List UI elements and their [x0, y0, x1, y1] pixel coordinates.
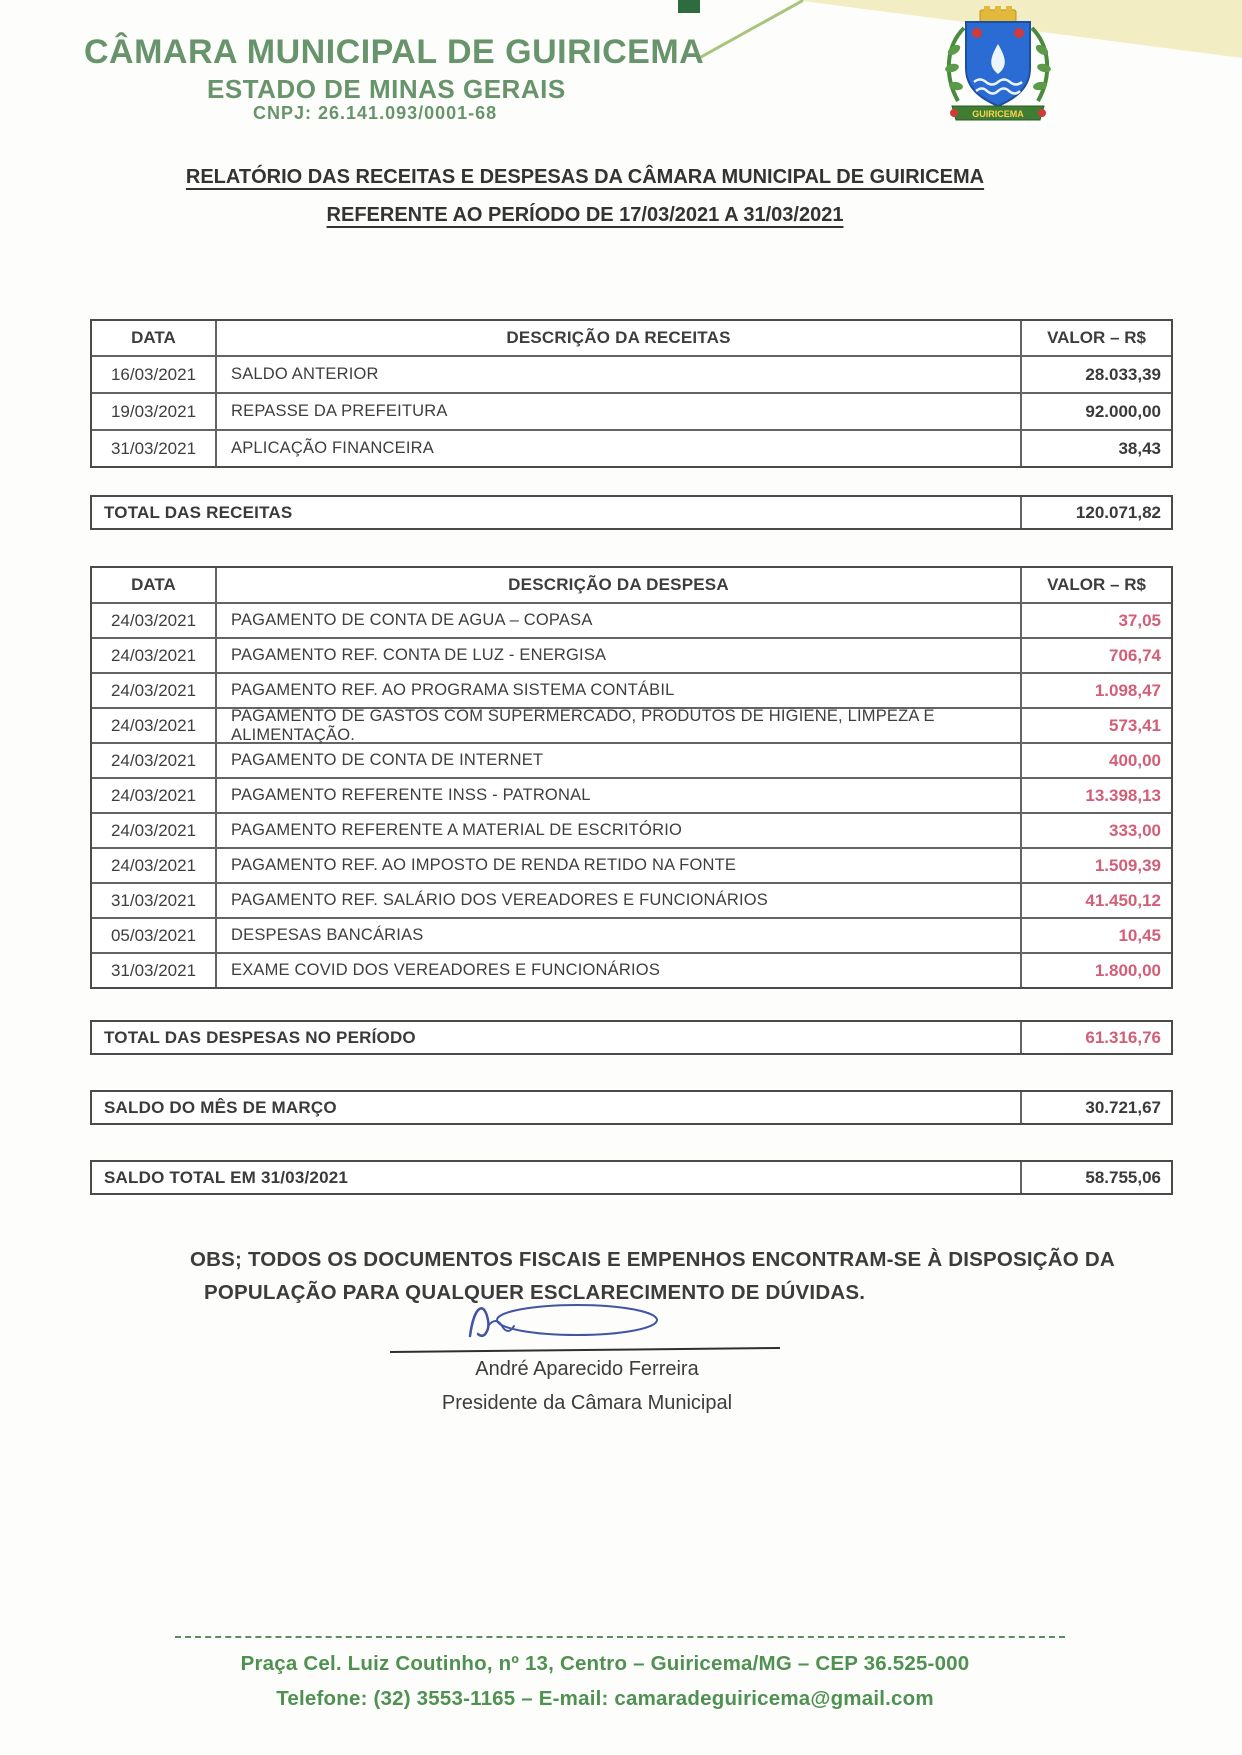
despesa-date: 24/03/2021 — [92, 779, 217, 812]
observation-line1: OBS; TODOS OS DOCUMENTOS FISCAIS E EMPENHOS ENCONTRAM-SE À DISPOSIÇÃO DA — [190, 1248, 1115, 1271]
table-row — [92, 355, 1171, 392]
table-row — [92, 812, 1171, 847]
cnpj-line: CNPJ: 26.141.093/0001-68 — [253, 103, 498, 123]
letterhead-diagonal-line — [699, 0, 804, 59]
despesa-description: DESPESAS BANCÁRIAS — [217, 919, 1022, 952]
table-row — [92, 392, 1171, 429]
despesas-header-valor: VALOR – R$ — [1047, 575, 1146, 594]
despesa-value: 10,45 — [1118, 925, 1161, 945]
table-row — [92, 602, 1171, 637]
report-title-line1: RELATÓRIO DAS RECEITAS E DESPESAS DA CÂMARA MUNICIPAL DE GUIRICEMA — [185, 166, 985, 188]
despesa-date: 31/03/2021 — [92, 954, 217, 987]
report-title-line2: REFERENTE AO PERÍODO DE 17/03/2021 A 31/03/2021 — [326, 204, 844, 226]
saldo-total-value: 58.755,06 — [1085, 1167, 1161, 1187]
receita-date: 16/03/2021 — [92, 357, 217, 392]
despesa-value: 333,00 — [1109, 820, 1161, 840]
receita-value: 92.000,00 — [1085, 401, 1161, 421]
despesa-date: 24/03/2021 — [92, 604, 217, 637]
saldo-mes-row — [90, 1090, 1173, 1125]
despesa-date: 24/03/2021 — [92, 674, 217, 707]
despesa-date: 24/03/2021 — [92, 709, 217, 742]
table-row — [92, 952, 1171, 987]
despesa-date: 24/03/2021 — [92, 814, 217, 847]
despesa-date: 31/03/2021 — [92, 884, 217, 917]
despesa-value: 1.098,47 — [1094, 680, 1161, 700]
state-line: ESTADO DE MINAS GERAIS — [207, 74, 566, 104]
despesa-description: PAGAMENTO REFERENTE INSS - PATRONAL — [217, 779, 1022, 812]
receitas-table — [90, 319, 1173, 468]
table-row — [92, 742, 1171, 777]
handwritten-signature — [382, 1286, 792, 1361]
receitas-header-valor: VALOR – R$ — [1047, 328, 1146, 347]
table-row — [92, 429, 1171, 466]
despesa-description: PAGAMENTO REFERENTE A MATERIAL DE ESCRITÓRIO — [217, 814, 1022, 847]
despesa-value: 13.398,13 — [1085, 785, 1161, 805]
table-row — [92, 777, 1171, 812]
letterhead-green-tab — [678, 0, 700, 13]
despesa-value: 706,74 — [1109, 645, 1161, 665]
table-row — [92, 917, 1171, 952]
footer-address: Praça Cel. Luiz Coutinho, nº 13, Centro – Guiricema/MG – CEP 36.525-000 — [240, 1652, 970, 1675]
organization-name: CÂMARA MUNICIPAL DE GUIRICEMA — [84, 33, 705, 71]
despesa-description: PAGAMENTO REF. AO PROGRAMA SISTEMA CONTÁBIL — [217, 674, 1022, 707]
total-despesas-label: TOTAL DAS DESPESAS NO PERÍODO — [92, 1022, 1022, 1053]
despesa-value: 41.450,12 — [1085, 890, 1161, 910]
signatory-role: Presidente da Câmara Municipal — [441, 1392, 733, 1414]
despesas-header-data: DATA — [92, 568, 217, 602]
total-despesas-row — [90, 1020, 1173, 1055]
despesa-date: 05/03/2021 — [92, 919, 217, 952]
despesas-header-row — [92, 568, 1171, 602]
logo-ribbon-label: GUIRICEMA — [972, 109, 1024, 119]
receitas-header-descricao: DESCRIÇÃO DA RECEITAS — [217, 321, 1022, 355]
saldo-mes-label: SALDO DO MÊS DE MARÇO — [92, 1092, 1022, 1123]
despesa-value: 400,00 — [1109, 750, 1161, 770]
total-despesas-value: 61.316,76 — [1085, 1027, 1161, 1047]
receita-value: 28.033,39 — [1085, 364, 1161, 384]
municipal-coat-of-arms-icon — [930, 6, 1065, 126]
table-row — [92, 637, 1171, 672]
total-receitas-row — [90, 495, 1173, 530]
receitas-header-row — [92, 321, 1171, 355]
total-receitas-label: TOTAL DAS RECEITAS — [92, 497, 1022, 528]
receita-value: 38,43 — [1118, 438, 1161, 458]
table-row — [92, 847, 1171, 882]
saldo-mes-value: 30.721,67 — [1085, 1097, 1161, 1117]
despesa-description: PAGAMENTO REF. CONTA DE LUZ - ENERGISA — [217, 639, 1022, 672]
table-row — [92, 672, 1171, 707]
total-receitas-value: 120.071,82 — [1075, 502, 1161, 522]
receita-description: SALDO ANTERIOR — [217, 357, 1022, 392]
despesa-date: 24/03/2021 — [92, 744, 217, 777]
saldo-total-label: SALDO TOTAL EM 31/03/2021 — [92, 1162, 1022, 1193]
receita-date: 19/03/2021 — [92, 394, 217, 429]
despesa-description: EXAME COVID DOS VEREADORES E FUNCIONÁRIOS — [217, 954, 1022, 987]
despesa-date: 24/03/2021 — [92, 639, 217, 672]
observation-line2: POPULAÇÃO PARA QUALQUER ESCLARECIMENTO DE DÚVIDAS. — [204, 1281, 866, 1304]
receitas-header-data: DATA — [92, 321, 217, 355]
table-row — [92, 707, 1171, 742]
despesas-header-descricao: DESCRIÇÃO DA DESPESA — [217, 568, 1022, 602]
despesa-description: PAGAMENTO REF. AO IMPOSTO DE RENDA RETIDO NA FONTE — [217, 849, 1022, 882]
receita-date: 31/03/2021 — [92, 431, 217, 466]
footer-contact: Telefone: (32) 3553-1165 – E-mail: camaradeguiricema@gmail.com — [276, 1687, 934, 1710]
saldo-total-row — [90, 1160, 1173, 1195]
despesas-table — [90, 566, 1173, 989]
despesa-description: PAGAMENTO DE CONTA DE INTERNET — [217, 744, 1022, 777]
footer-divider — [175, 1636, 1065, 1638]
despesa-description: PAGAMENTO REF. SALÁRIO DOS VEREADORES E FUNCIONÁRIOS — [217, 884, 1022, 917]
table-row — [92, 882, 1171, 917]
despesa-value: 37,05 — [1118, 610, 1161, 630]
receita-description: REPASSE DA PREFEITURA — [217, 394, 1022, 429]
despesa-description: PAGAMENTO DE GASTOS COM SUPERMERCADO, PRODUTOS DE HIGIENE, LIMPEZA E ALIMENTAÇÃO. — [217, 709, 1022, 742]
despesa-description: PAGAMENTO DE CONTA DE AGUA – COPASA — [217, 604, 1022, 637]
despesa-value: 1.509,39 — [1094, 855, 1161, 875]
despesa-value: 1.800,00 — [1094, 960, 1161, 980]
receita-description: APLICAÇÃO FINANCEIRA — [217, 431, 1022, 466]
despesa-value: 573,41 — [1109, 715, 1161, 735]
despesa-date: 24/03/2021 — [92, 849, 217, 882]
signatory-name: André Aparecido Ferreira — [475, 1358, 699, 1380]
